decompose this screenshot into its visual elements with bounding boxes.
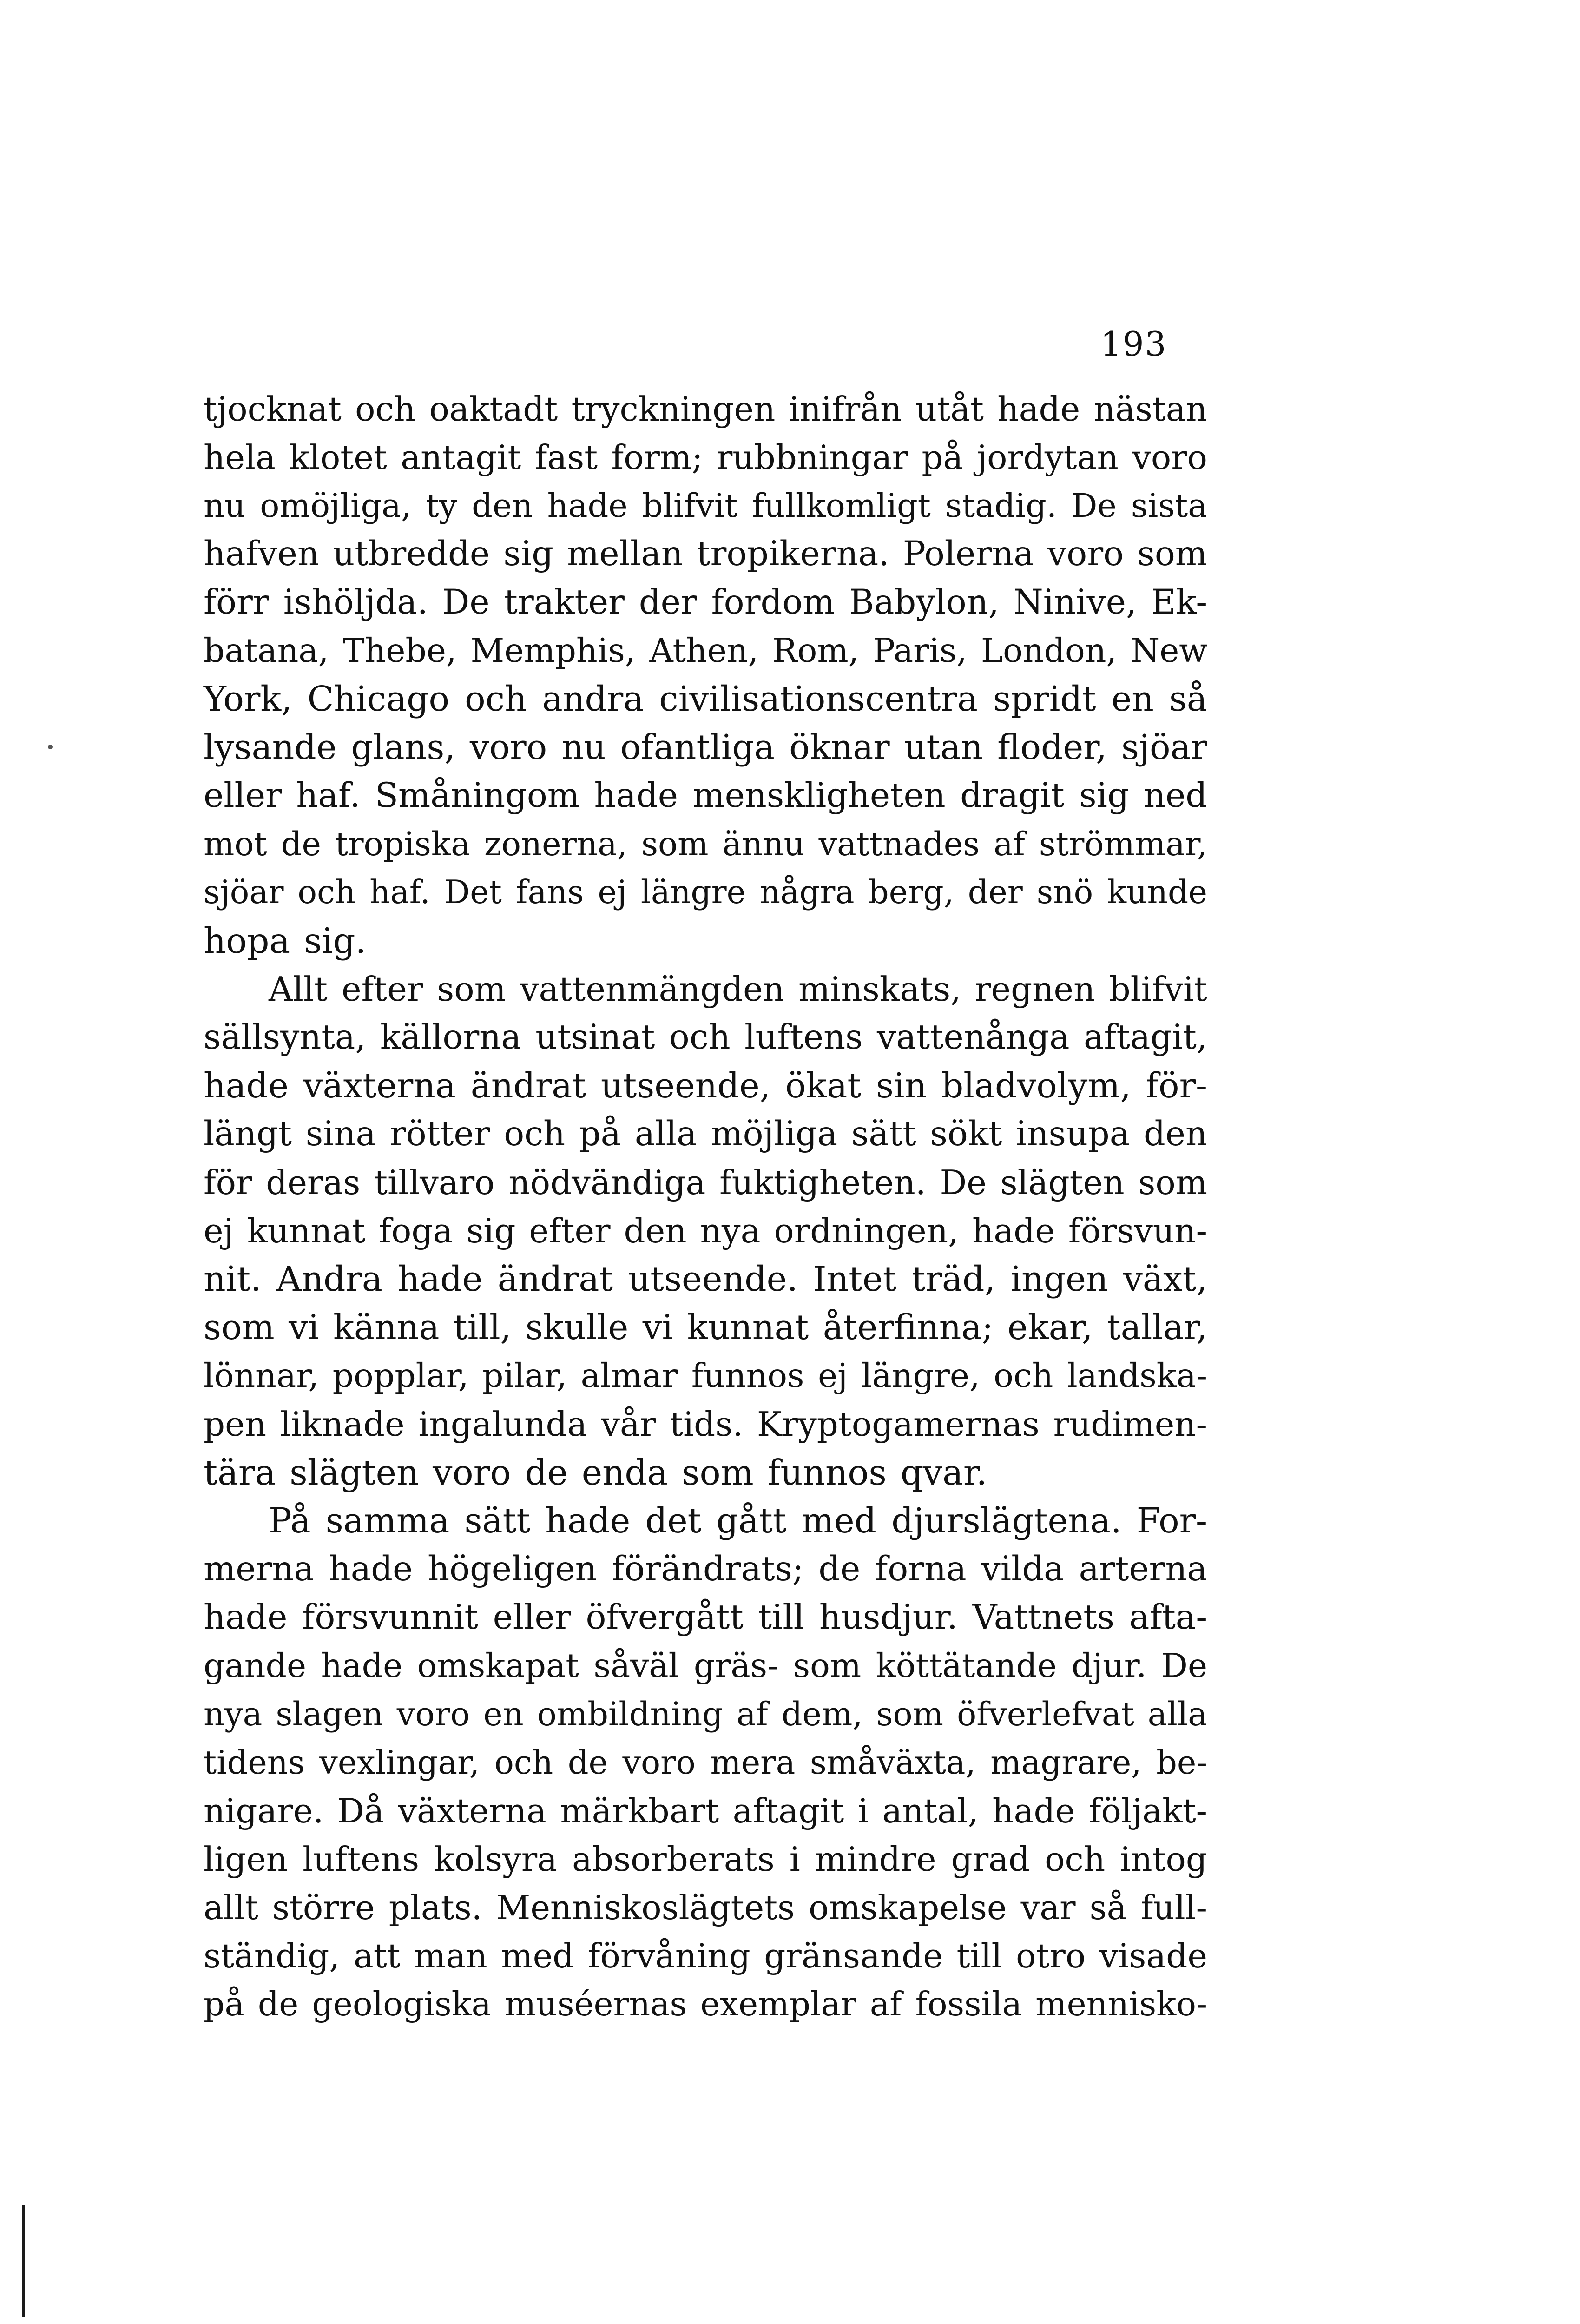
text-line: ligen luftens kolsyra absorberats i mindre grad och intog (204, 1840, 1207, 1879)
text-line: hafven utbredde sig mellan tropikerna. Polerna voro som (204, 534, 1207, 574)
text-line: eller haf. Småningom hade menskligheten dragit sig ned (204, 776, 1207, 815)
text-line: som vi känna till, skulle vi kunnat återfinna; ekar, tallar, (204, 1307, 1207, 1347)
scan-edge-mark (22, 2205, 25, 2317)
text-line: York, Chicago och andra civilisationscentra spridt en så (204, 679, 1207, 719)
page-number: 193 (1100, 324, 1167, 363)
text-line: nya slagen voro en ombildning af dem, som öfverlefvat alla (204, 1695, 1207, 1733)
text-line: lönnar, popplar, pilar, almar funnos ej längre, och landska- (204, 1356, 1207, 1395)
text-line: sjöar och haf. Det fans ej längre några berg, der snö kunde (204, 874, 1207, 911)
text-line: på de geologiska muséernas exemplar af fossila mennisko- (204, 1985, 1207, 2023)
text-line: för deras tillvaro nödvändiga fuktigheten. De slägten som (204, 1163, 1207, 1202)
text-line: merna hade högeligen förändrats; de forna vilda arterna (204, 1549, 1207, 1589)
text-line: lysande glans, voro nu ofantliga öknar utan floder, sjöar (204, 727, 1207, 767)
text-line: tjocknat och oaktadt tryckningen inifrån utåt hade nästan (204, 390, 1207, 429)
text-line: hade växterna ändrat utseende, ökat sin bladvolym, för- (204, 1066, 1207, 1106)
text-line: Allt efter som vattenmängden minskats, regnen blifvit (269, 970, 1207, 1009)
text-line: pen liknade ingalunda vår tids. Kryptogamernas rudimen- (204, 1405, 1207, 1444)
text-line: På samma sätt hade det gått med djurslägtena. For- (269, 1501, 1207, 1541)
text-line: mot de tropiska zonerna, som ännu vattnades af strömmar, (204, 825, 1207, 863)
text-line: tidens vexlingar, och de voro mera småväxta, magrare, be- (204, 1743, 1207, 1782)
body-text (204, 385, 1207, 2028)
text-line: nit. Andra hade ändrat utseende. Intet träd, ingen växt, (204, 1259, 1207, 1299)
text-line: allt större plats. Menniskoslägtets omskapelse var så full- (204, 1888, 1207, 1927)
text-line: nigare. Då växterna märkbart aftagit i antal, hade följakt- (204, 1791, 1207, 1830)
text-line: gande hade omskapat såväl gräs- som köttätande djur. De (204, 1646, 1207, 1685)
text-line: tära slägten voro de enda som funnos qvar. (204, 1452, 988, 1493)
text-line: förr ishöljda. De trakter der fordom Babylon, Ninive, Ek- (204, 582, 1207, 622)
text-line: hela klotet antagit fast form; rubbningar på jordytan voro (204, 438, 1207, 477)
text-line: hopa sig. (204, 920, 367, 961)
text-line: nu omöjliga, ty den hade blifvit fullkomligt stadig. De sista (204, 487, 1207, 525)
text-line: batana, Thebe, Memphis, Athen, Rom, Paris, London, New (204, 631, 1207, 670)
text-line: hade försvunnit eller öfvergått till husdjur. Vattnets afta- (204, 1598, 1207, 1637)
text-line: ej kunnat foga sig efter den nya ordningen, hade försvun- (204, 1211, 1207, 1250)
text-line: sällsynta, källorna utsinat och luftens vattenånga aftagit, (204, 1017, 1207, 1057)
scan-speck (48, 745, 53, 749)
text-line: ständig, att man med förvåning gränsande till otro visade (204, 1936, 1207, 1975)
text-line: längt sina rötter och på alla möjliga sätt sökt insupa den (204, 1114, 1207, 1154)
